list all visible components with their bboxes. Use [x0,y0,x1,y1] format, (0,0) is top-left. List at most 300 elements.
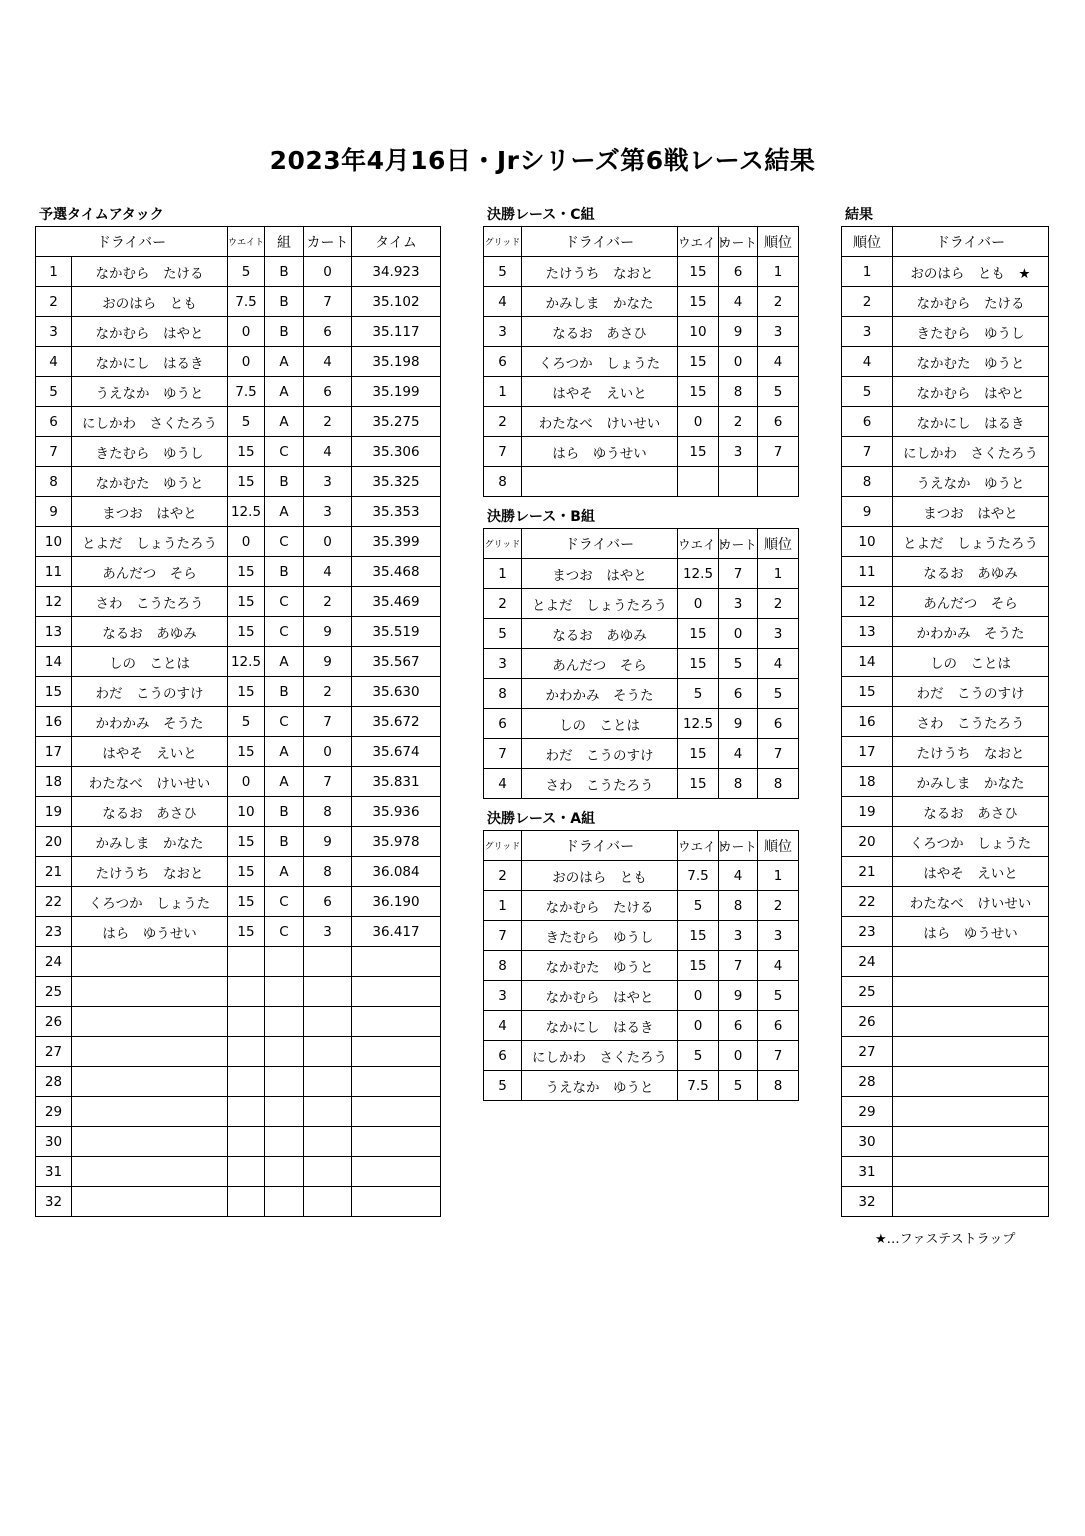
kart-cell [304,1157,352,1187]
rank-cell: 7 [758,437,799,467]
table-row [36,977,441,1007]
table-row [484,347,799,377]
table-row [484,981,799,1011]
rank-cell: 16 [842,707,893,737]
weight-cell: 12.5 [228,497,265,527]
driver-cell [72,1067,228,1097]
kart-cell: 9 [719,981,758,1011]
position-cell: 28 [36,1067,72,1097]
table-row [842,857,1049,887]
header-rank: 順位 [842,227,893,257]
time-cell [352,947,441,977]
driver-cell: さわ こうたろう [522,769,678,799]
driver-cell: とよだ しょうたろう [72,527,228,557]
rank-cell: 25 [842,977,893,1007]
header-kart: カート [719,831,758,861]
position-cell: 5 [36,377,72,407]
header-kart: カート [304,227,352,257]
driver-cell: かみしま かなた [893,767,1049,797]
group-cell: B [265,257,304,287]
driver-cell: たけうち なおと [522,257,678,287]
time-cell: 35.567 [352,647,441,677]
driver-cell [893,1037,1049,1067]
grid-cell: 7 [484,921,522,951]
final-c-heading: 決勝レース・C組 [487,207,595,223]
driver-cell: まつお はやと [72,497,228,527]
kart-cell: 8 [304,797,352,827]
driver-cell: たけうち なおと [893,737,1049,767]
header-rank: 順位 [758,529,799,559]
group-cell: A [265,647,304,677]
time-cell: 36.190 [352,887,441,917]
rank-cell: 5 [758,377,799,407]
rank-cell: 7 [758,739,799,769]
driver-cell: はら ゆうせい [893,917,1049,947]
weight-cell: 15 [228,887,265,917]
grid-cell: 6 [484,709,522,739]
rank-cell: 1 [758,559,799,589]
kart-cell: 9 [304,827,352,857]
position-cell: 19 [36,797,72,827]
table-row [484,861,799,891]
driver-cell: たけうち なおと [72,857,228,887]
table-row [36,707,441,737]
table-row [484,679,799,709]
kart-cell: 6 [719,1011,758,1041]
driver-cell: はやそ えいと [72,737,228,767]
kart-cell: 5 [719,649,758,679]
weight-cell: 5 [228,707,265,737]
time-cell: 36.417 [352,917,441,947]
table-row [484,559,799,589]
weight-cell: 12.5 [678,559,719,589]
position-cell: 20 [36,827,72,857]
weight-cell: 15 [678,437,719,467]
weight-cell [678,467,719,497]
table-row [36,947,441,977]
time-cell: 35.630 [352,677,441,707]
driver-cell: おのはら とも [72,287,228,317]
rank-cell: 1 [758,257,799,287]
driver-cell: とよだ しょうたろう [893,527,1049,557]
results-table [841,226,1049,1217]
header-kart: カート [719,227,758,257]
table-row [36,647,441,677]
group-cell [265,1127,304,1157]
position-cell: 12 [36,587,72,617]
driver-cell [72,1037,228,1067]
time-cell [352,977,441,1007]
driver-cell [72,1127,228,1157]
group-cell: A [265,857,304,887]
table-row [484,951,799,981]
rank-cell: 30 [842,1127,893,1157]
driver-cell [893,977,1049,1007]
driver-cell: なるお あゆみ [893,557,1049,587]
group-cell [265,1037,304,1067]
table-row [842,797,1049,827]
rank-cell: 5 [758,981,799,1011]
kart-cell [719,467,758,497]
table-row [484,921,799,951]
table-row [842,617,1049,647]
kart-cell: 4 [304,557,352,587]
driver-cell: かわかみ そうた [72,707,228,737]
weight-cell [228,1007,265,1037]
rank-cell: 7 [758,1041,799,1071]
time-cell: 35.399 [352,527,441,557]
grid-cell: 5 [484,257,522,287]
weight-cell: 0 [678,589,719,619]
grid-cell: 4 [484,1011,522,1041]
driver-cell: しの ことは [72,647,228,677]
kart-cell: 3 [719,921,758,951]
group-cell: A [265,407,304,437]
weight-cell: 15 [228,617,265,647]
weight-cell: 15 [228,587,265,617]
grid-cell: 3 [484,649,522,679]
driver-cell: おのはら とも ★ [893,257,1049,287]
driver-cell: うえなか ゆうと [72,377,228,407]
header-grid: グリッド [484,227,522,257]
table-row [484,287,799,317]
group-cell: C [265,587,304,617]
table-row [842,1127,1049,1157]
kart-cell: 4 [719,287,758,317]
table-row [484,407,799,437]
table-row [36,737,441,767]
rank-cell: 18 [842,767,893,797]
weight-cell: 7.5 [678,1071,719,1101]
header-driver: ドライバー [36,227,228,257]
driver-cell: かわかみ そうた [522,679,678,709]
table-row [842,887,1049,917]
group-cell: B [265,557,304,587]
weight-cell [228,1067,265,1097]
table-row [36,287,441,317]
weight-cell: 0 [678,981,719,1011]
grid-cell: 6 [484,347,522,377]
group-cell: A [265,497,304,527]
table-row [842,317,1049,347]
position-cell: 10 [36,527,72,557]
driver-cell: とよだ しょうたろう [522,589,678,619]
position-cell: 15 [36,677,72,707]
weight-cell: 12.5 [228,647,265,677]
time-cell: 35.199 [352,377,441,407]
header-driver: ドライバー [522,831,678,861]
driver-cell [893,1067,1049,1097]
rank-cell: 13 [842,617,893,647]
rank-cell: 4 [842,347,893,377]
kart-cell: 5 [719,1071,758,1101]
driver-cell [893,1157,1049,1187]
kart-cell [304,1067,352,1097]
header-weight: ウエイト [678,227,719,257]
kart-cell: 4 [719,861,758,891]
rank-cell: 8 [758,1071,799,1101]
time-cell [352,1007,441,1037]
grid-cell: 7 [484,437,522,467]
driver-cell: なかにし はるき [522,1011,678,1041]
group-cell: A [265,347,304,377]
driver-cell [893,1187,1049,1217]
grid-cell: 3 [484,317,522,347]
page-title: 2023年4月16日・Jrシリーズ第6戦レース結果 [269,146,816,175]
position-cell: 7 [36,437,72,467]
table-row [842,737,1049,767]
rank-cell: 3 [758,619,799,649]
weight-cell [228,1157,265,1187]
weight-cell: 15 [678,739,719,769]
weight-cell: 15 [678,257,719,287]
table-row [36,617,441,647]
qualifying-heading: 予選タイムアタック [39,207,164,223]
driver-cell: まつお はやと [893,497,1049,527]
rank-cell: 23 [842,917,893,947]
driver-cell: なるお あゆみ [72,617,228,647]
grid-cell: 8 [484,679,522,709]
table-row [842,407,1049,437]
kart-cell [304,1037,352,1067]
weight-cell: 5 [678,891,719,921]
time-cell: 35.831 [352,767,441,797]
group-cell: C [265,887,304,917]
time-cell [352,1127,441,1157]
time-cell: 34.923 [352,257,441,287]
kart-cell: 0 [719,1041,758,1071]
position-cell: 31 [36,1157,72,1187]
table-row [484,317,799,347]
rank-cell: 32 [842,1187,893,1217]
rank-cell [758,467,799,497]
time-cell: 35.674 [352,737,441,767]
driver-cell: わたなべ けいせい [72,767,228,797]
time-cell: 35.468 [352,557,441,587]
table-row [842,767,1049,797]
kart-cell: 8 [304,857,352,887]
rank-cell: 8 [758,769,799,799]
rank-cell: 19 [842,797,893,827]
final-a-table [483,830,799,1101]
position-cell: 26 [36,1007,72,1037]
kart-cell: 4 [304,437,352,467]
table-row [36,557,441,587]
table-row [484,257,799,287]
driver-cell: わだ こうのすけ [72,677,228,707]
grid-cell: 5 [484,619,522,649]
kart-cell: 9 [719,317,758,347]
group-cell: A [265,767,304,797]
group-cell [265,1067,304,1097]
kart-cell: 9 [304,647,352,677]
table-row [842,557,1049,587]
header-weight: ウエイト [678,831,719,861]
weight-cell: 15 [228,467,265,497]
group-cell: C [265,917,304,947]
rank-cell: 9 [842,497,893,527]
kart-cell: 3 [719,437,758,467]
time-cell: 35.275 [352,407,441,437]
kart-cell: 2 [304,587,352,617]
driver-cell: なるお あさひ [893,797,1049,827]
table-row [36,1037,441,1067]
driver-cell: あんだつ そら [522,649,678,679]
rank-cell: 12 [842,587,893,617]
table-row [842,287,1049,317]
driver-cell: なかむら たける [893,287,1049,317]
position-cell: 30 [36,1127,72,1157]
kart-cell: 0 [304,737,352,767]
driver-cell: なるお あさひ [72,797,228,827]
table-row [842,1097,1049,1127]
time-cell [352,1037,441,1067]
rank-cell: 1 [842,257,893,287]
driver-cell: なかむら はやと [72,317,228,347]
table-row [842,647,1049,677]
position-cell: 21 [36,857,72,887]
rank-cell: 4 [758,347,799,377]
time-cell: 35.469 [352,587,441,617]
kart-cell: 7 [304,287,352,317]
rank-cell: 3 [758,921,799,951]
table-row [36,1187,441,1217]
rank-cell: 2 [758,891,799,921]
time-cell: 35.936 [352,797,441,827]
group-cell [265,977,304,1007]
table-row [36,587,441,617]
final-c-table [483,226,799,497]
rank-cell: 3 [758,317,799,347]
weight-cell: 15 [228,827,265,857]
grid-cell: 1 [484,891,522,921]
final-b-heading: 決勝レース・B組 [487,509,595,525]
driver-cell: くろつか しょうた [522,347,678,377]
weight-cell: 15 [678,649,719,679]
position-cell: 17 [36,737,72,767]
table-row [842,707,1049,737]
weight-cell: 15 [678,921,719,951]
table-row [842,1187,1049,1217]
kart-cell [304,1127,352,1157]
group-cell: C [265,527,304,557]
group-cell [265,947,304,977]
kart-cell [304,1097,352,1127]
grid-cell: 8 [484,467,522,497]
group-cell: B [265,827,304,857]
position-cell: 24 [36,947,72,977]
group-cell: B [265,317,304,347]
weight-cell: 10 [228,797,265,827]
weight-cell: 0 [228,347,265,377]
weight-cell: 15 [228,857,265,887]
table-row [484,377,799,407]
weight-cell: 15 [678,377,719,407]
time-cell: 35.325 [352,467,441,497]
header-driver: ドライバー [893,227,1049,257]
kart-cell: 2 [304,407,352,437]
table-row [36,317,441,347]
position-cell: 13 [36,617,72,647]
table-row [842,917,1049,947]
driver-cell: なかむた ゆうと [522,951,678,981]
table-row [842,977,1049,1007]
kart-cell: 6 [304,317,352,347]
table-row [36,497,441,527]
table-row [36,827,441,857]
driver-cell: あんだつ そら [72,557,228,587]
table-row [36,797,441,827]
weight-cell: 15 [228,737,265,767]
kart-cell: 7 [304,767,352,797]
kart-cell: 8 [719,891,758,921]
kart-cell: 6 [719,257,758,287]
position-cell: 6 [36,407,72,437]
driver-cell: かみしま かなた [72,827,228,857]
table-row [484,437,799,467]
position-cell: 14 [36,647,72,677]
rank-cell: 4 [758,649,799,679]
time-cell [352,1187,441,1217]
time-cell [352,1067,441,1097]
group-cell [265,1187,304,1217]
time-cell: 35.978 [352,827,441,857]
driver-cell: わたなべ けいせい [522,407,678,437]
kart-cell: 6 [719,679,758,709]
driver-cell: はやそ えいと [522,377,678,407]
rank-cell: 6 [758,709,799,739]
rank-cell: 28 [842,1067,893,1097]
weight-cell: 15 [678,347,719,377]
header-kart: カート [719,529,758,559]
weight-cell [228,1037,265,1067]
kart-cell: 0 [304,527,352,557]
driver-cell: はら ゆうせい [522,437,678,467]
driver-cell: きたむら ゆうし [522,921,678,951]
kart-cell [304,947,352,977]
grid-cell: 3 [484,981,522,1011]
driver-cell: なかむた ゆうと [893,347,1049,377]
table-row [36,467,441,497]
weight-cell: 12.5 [678,709,719,739]
rank-cell: 4 [758,951,799,981]
kart-cell: 3 [304,467,352,497]
kart-cell: 9 [719,709,758,739]
rank-cell: 2 [842,287,893,317]
driver-cell: うえなか ゆうと [893,467,1049,497]
position-cell: 22 [36,887,72,917]
time-cell: 35.353 [352,497,441,527]
grid-cell: 6 [484,1041,522,1071]
time-cell: 35.306 [352,437,441,467]
table-row [36,1067,441,1097]
table-row [842,677,1049,707]
time-cell: 35.519 [352,617,441,647]
driver-cell [522,467,678,497]
table-row [36,407,441,437]
kart-cell: 3 [719,589,758,619]
time-cell: 36.084 [352,857,441,887]
driver-cell: しの ことは [893,647,1049,677]
table-row [36,527,441,557]
table-row [36,1127,441,1157]
kart-cell: 9 [304,617,352,647]
rank-cell: 6 [758,1011,799,1041]
weight-cell: 0 [678,407,719,437]
driver-cell: かみしま かなた [522,287,678,317]
header-time: タイム [352,227,441,257]
table-row [36,1097,441,1127]
